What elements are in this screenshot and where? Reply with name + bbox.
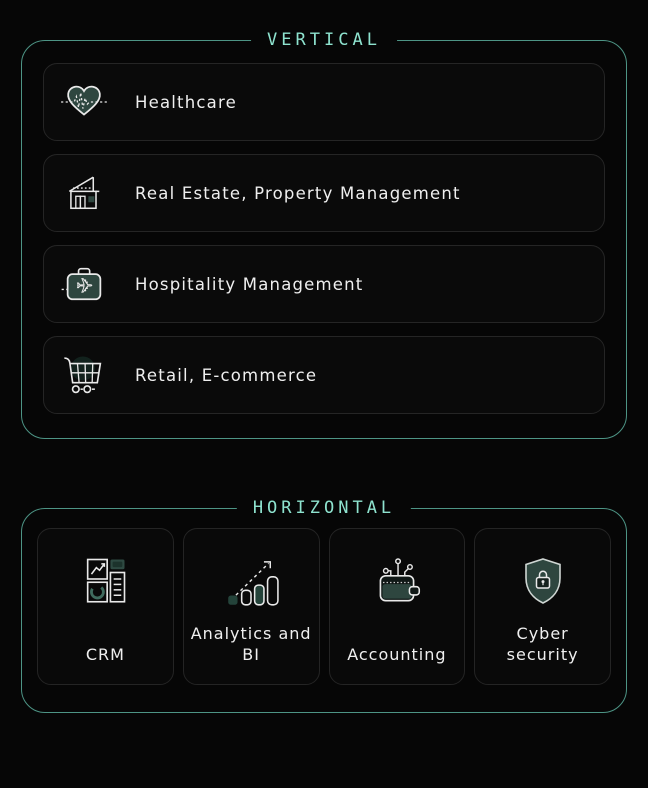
horizontal-card-crm[interactable] bbox=[37, 528, 174, 685]
horizontal-section-title: HORIZONTAL bbox=[237, 498, 411, 519]
horizontal-card-label: Cyber security bbox=[506, 623, 579, 665]
heart-pulse-icon bbox=[59, 77, 109, 127]
travel-suitcase-plane-icon bbox=[59, 259, 109, 309]
house-icon bbox=[59, 168, 109, 218]
horizontal-card-analytics-bi[interactable] bbox=[183, 528, 320, 685]
page bbox=[0, 30, 648, 713]
vertical-item-label: Real Estate, Property Management bbox=[135, 183, 461, 203]
svg-text:✈: ✈ bbox=[76, 274, 93, 298]
vertical-item-real-estate[interactable] bbox=[43, 154, 605, 232]
horizontal-card-label: CRM bbox=[85, 645, 125, 665]
vertical-item-healthcare[interactable] bbox=[43, 63, 605, 141]
crm-dashboard-icon bbox=[79, 553, 131, 605]
shield-lock-icon bbox=[515, 553, 571, 609]
vertical-item-label: Hospitality Management bbox=[135, 274, 364, 294]
horizontal-card-cyber-security[interactable] bbox=[474, 528, 611, 685]
vertical-item-label: Healthcare bbox=[135, 92, 237, 112]
horizontal-card-label: Accounting bbox=[347, 645, 447, 665]
horizontal-card-accounting[interactable] bbox=[329, 528, 466, 685]
horizontal-section bbox=[21, 498, 627, 713]
vertical-section-title: VERTICAL bbox=[251, 30, 397, 51]
horizontal-card-label: Analytics and BI bbox=[190, 623, 312, 665]
digital-wallet-icon bbox=[368, 553, 426, 611]
vertical-item-hospitality[interactable] bbox=[43, 245, 605, 323]
vertical-item-label: Retail, E-commerce bbox=[135, 365, 318, 385]
shopping-cart-icon bbox=[59, 350, 109, 400]
vertical-item-retail[interactable] bbox=[43, 336, 605, 414]
vertical-section bbox=[21, 30, 627, 439]
bar-chart-growth-icon bbox=[222, 553, 280, 611]
